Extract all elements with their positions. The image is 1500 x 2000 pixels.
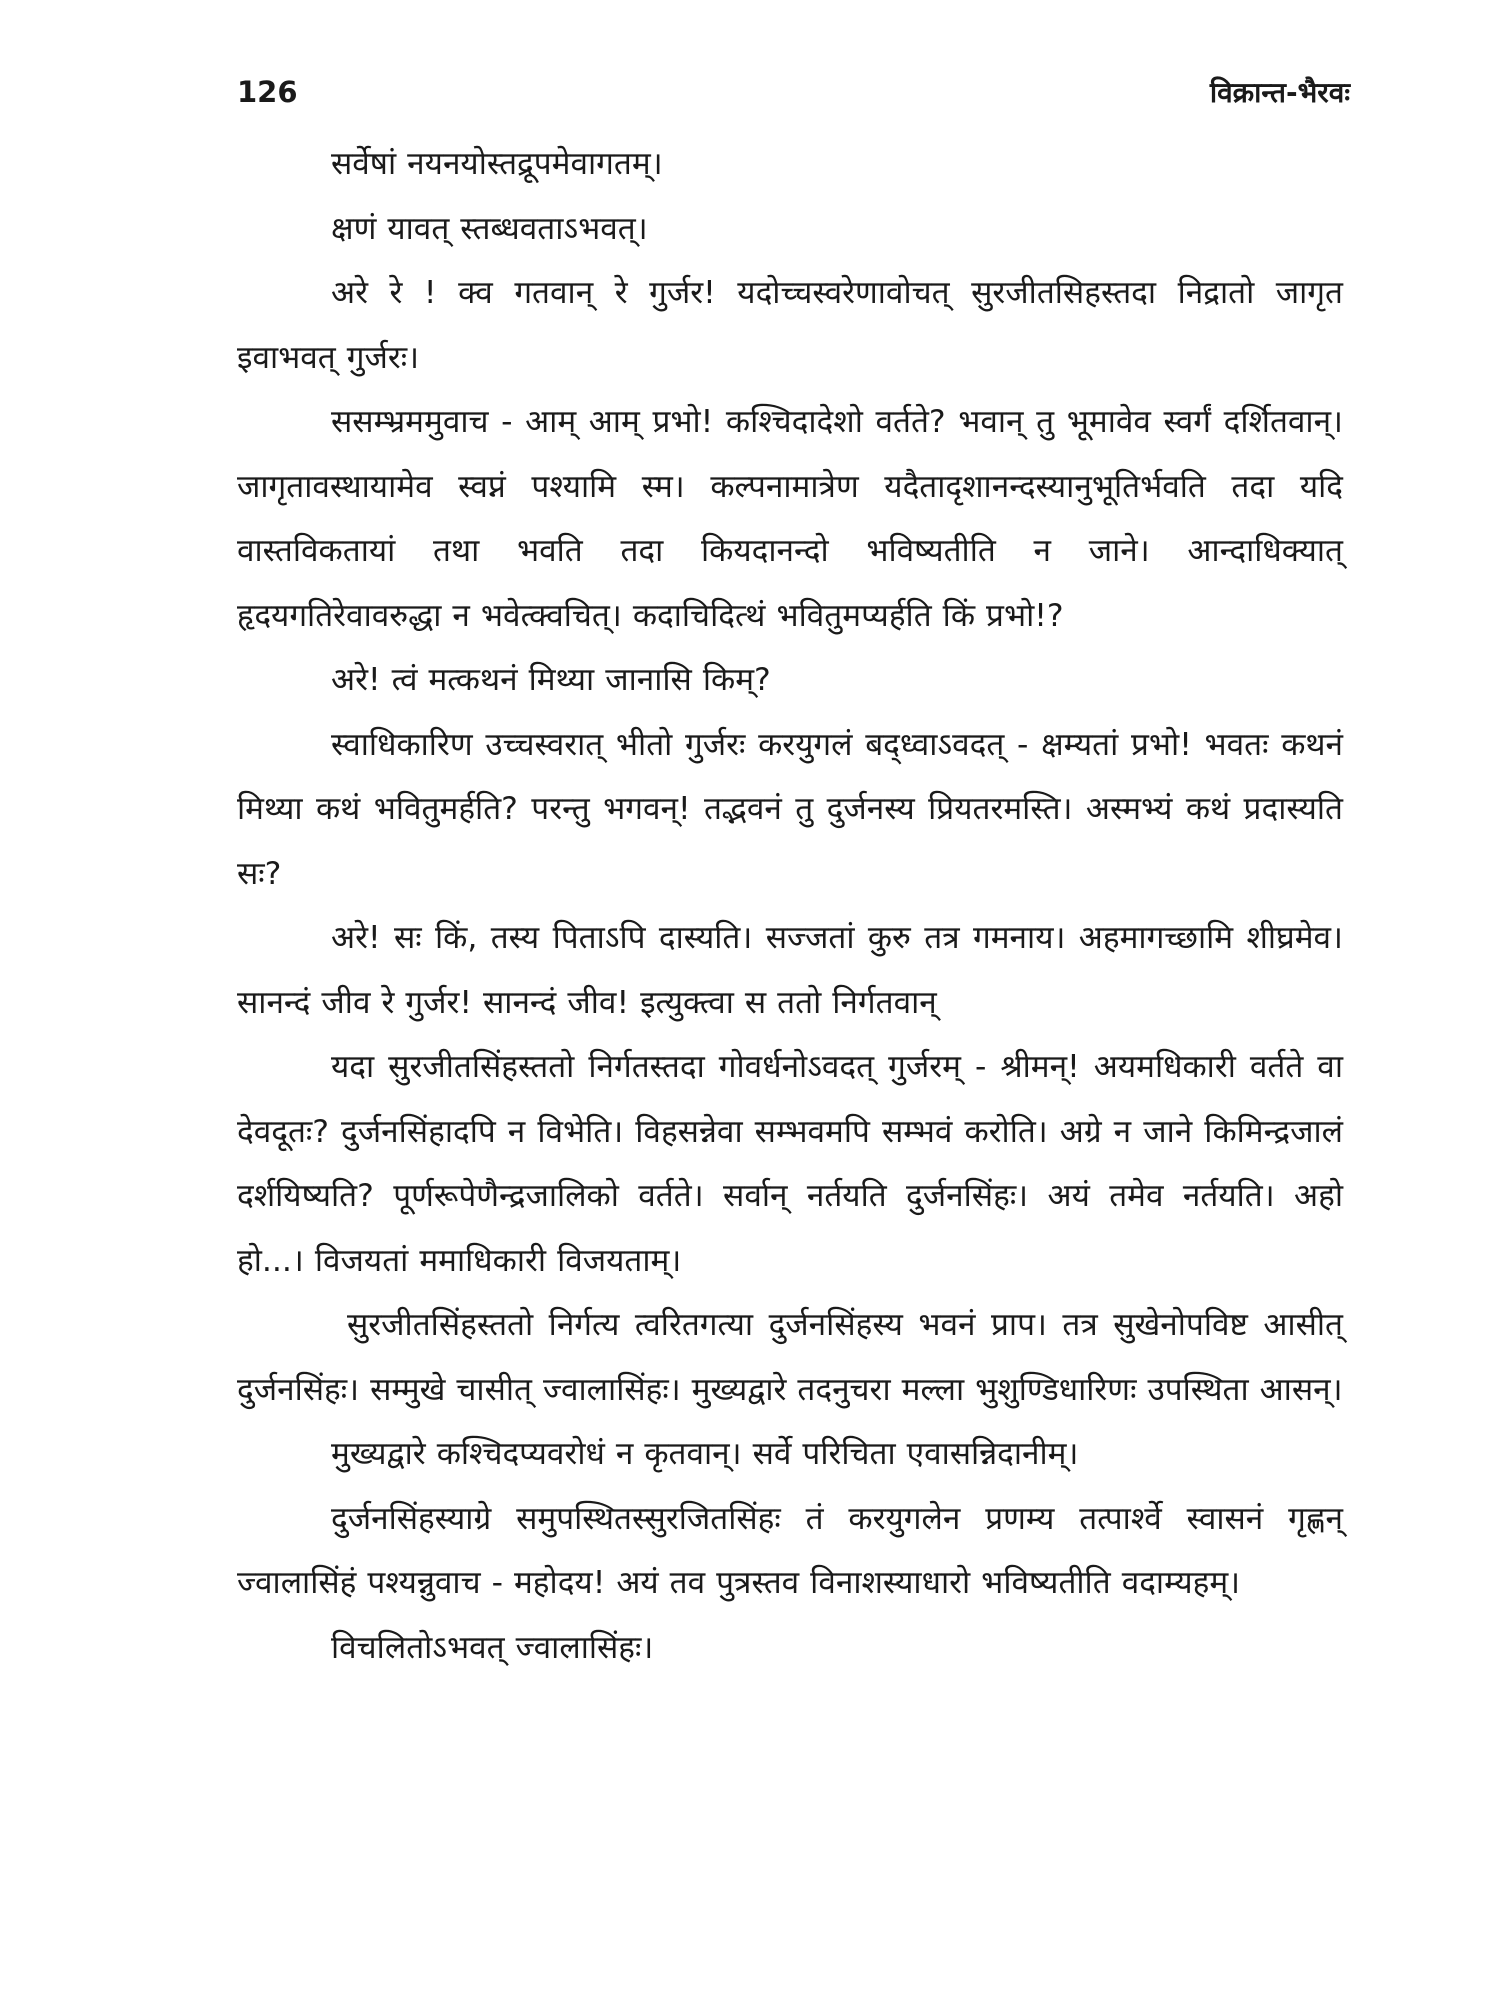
paragraph: क्षणं यावत् स्तब्धवताऽभवत्। bbox=[331, 210, 648, 247]
paragraph: अरे! सः किं, तस्य पिताऽपि दास्यति। सज्जतां कुरु तत्र गमनाय। अहमागच्छामि शीघ्रमेव। सानन्दं जीव रे गुर्जर! सानन्दं जीव! इत्युक्त्वा स ततो निर्गतवान् bbox=[237, 920, 1343, 1021]
paragraph: ससम्भ्रममुवाच - आम् आम् प्रभो! कश्चिदादेशो वर्तते? भवान् तु भूमावेव स्वर्गं दर्शितवान्। जागृतावस्थायामेव स्वप्नं पश्यामि स्म। कल्पनामात्रेण यदैतादृशानन्दस्यानुभूतिर्भवति तदा यदि वास्तविकतायां तथा भवति तदा कियदानन्दो भविष्यतीति न जाने। आन्दाधिक्यात् हृदयगतिरेवावरुद्धा न भवेत्क्वचित्। कदाचिदित्थं भवितुमप्यर्हति किं प्रभो!? bbox=[237, 404, 1343, 634]
paragraph: अरे! त्वं मत्कथनं मिथ्या जानासि किम्? bbox=[331, 662, 771, 698]
page-number: 126 bbox=[237, 75, 298, 109]
paragraph: दुर्जनसिंहस्याग्रे समुपस्थितस्सुरजितसिंहः तं करयुगलेन प्रणम्य तत्पार्श्वे स्वासनं गृह्णन् ज्वालासिंहं पश्यन्नुवाच - महोदय! अयं तव पुत्रस्तव विनाशस्याधारो भविष्यतीति वदाम्यहम्। bbox=[237, 1500, 1343, 1601]
paragraph: विचलितोऽभवत् ज्वालासिंहः। bbox=[331, 1629, 654, 1666]
paragraph: मुख्यद्वारे कश्चिदप्यवरोधं न कृतवान्। सर्वे परिचिता एवासन्निदानीम्। bbox=[331, 1436, 1079, 1472]
paragraph: सर्वेषां नयनयोस्तद्रूपमेवागतम्। bbox=[331, 146, 663, 182]
paragraph: सुरजीतसिंहस्ततो निर्गत्य त्वरितगत्या दुर्जनसिंहस्य भवनं प्राप। तत्र सुखेनोपविष्ट आसीत् दुर्जनसिंहः। सम्मुखे चासीत् ज्वालासिंहः। मुख्यद्वारे तदनुचरा मल्ला भुशुण्डिधारिणः उपस्थिता आसन्। bbox=[237, 1307, 1343, 1408]
page-body bbox=[237, 132, 1343, 1680]
page-header bbox=[237, 62, 1350, 122]
paragraph: यदा सुरजीतसिंहस्ततो निर्गतस्तदा गोवर्धनोऽवदत् गुर्जरम् - श्रीमन्! अयमधिकारी वर्तते वा देवदूतः? दुर्जनसिंहादपि न विभेति। विहसन्नेवा सम्भवमपि सम्भवं करोति। अग्रे न जाने किमिन्द्रजालं दर्शयिष्यति? पूर्णरूपेणैन्द्रजालिको वर्तते। सर्वान् नर्तयति दुर्जनसिंहः। अयं तमेव नर्तयति। अहो हो...। विजयतां ममाधिकारी विजयताम्। bbox=[237, 1049, 1343, 1279]
paragraph: स्वाधिकारिण उच्चस्वरात् भीतो गुर्जरः करयुगलं बद्ध्वाऽवदत् - क्षम्यतां प्रभो! भवतः कथनं मिथ्या कथं भवितुमर्हति? परन्तु भगवन्! तद्भवनं तु दुर्जनस्य प्रियतरमस्ति। अस्मभ्यं कथं प्रदास्यति सः? bbox=[237, 726, 1343, 892]
paragraph: अरे रे ! क्व गतवान् रे गुर्जर! यदोच्चस्वरेणावोचत् सुरजीतसिहस्तदा निद्रातो जागृत इवाभवत् गुर्जरः। bbox=[237, 275, 1343, 376]
running-title: विक्रान्त-भैरवः bbox=[1209, 76, 1350, 109]
